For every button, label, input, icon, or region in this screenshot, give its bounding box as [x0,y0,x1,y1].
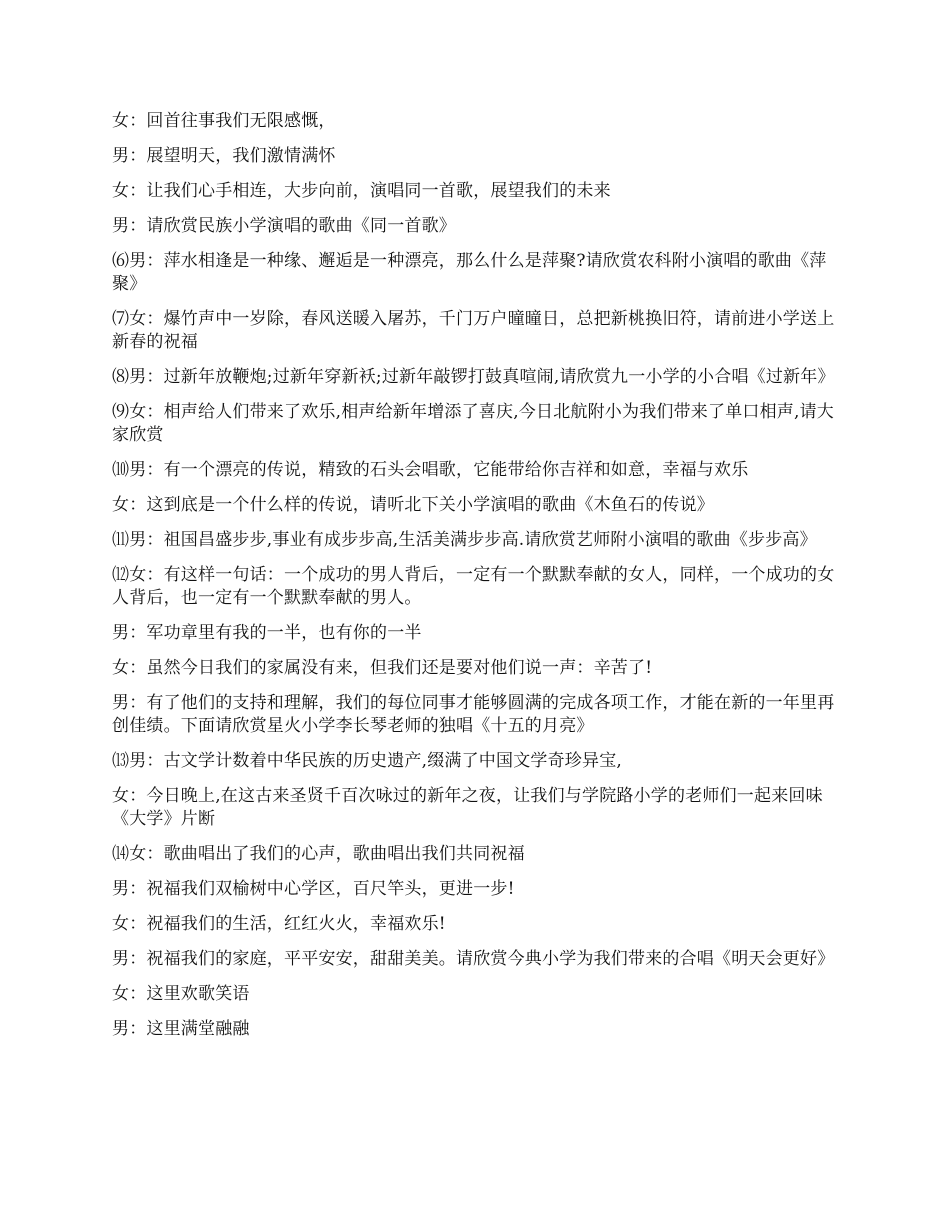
script-line: 女：这里欢歌笑语 [112,984,250,1004]
script-line: ⒁女：歌曲唱出了我们的心声，歌曲唱出我们共同祝福 [112,844,525,864]
script-line: ⑻男：过新年放鞭炮;过新年穿新袄;过新年敲锣打鼓真喧闹,请欣赏九一小学的小合唱《过新年》 [112,367,835,387]
script-line: 女：这到底是一个什么样的传说，请听北下关小学演唱的歌曲《木鱼石的传说》 [112,495,714,515]
script-line: 女：今日晚上,在这古来圣贤千百次咏过的新年之夜，让我们与学院路小学的老师们一起来回味《大学》片断 [112,786,823,829]
script-line: ⒀男：古文学计数着中华民族的历史遗产,缀满了中国文学奇珍异宝, [112,751,623,771]
script-line: 男：祝福我们双榆树中心学区，百尺竿头，更进一步! [112,879,515,899]
script-line: ⑺女：爆竹声中一岁除，春风送暖入屠苏，千门万户曈曈日，总把新桃换旧符，请前进小学送上新春的祝福 [112,309,835,352]
script-line: 女：虽然今日我们的家属没有来，但我们还是要对他们说一声：辛苦了! [112,658,653,678]
script-line: ⑹男：萍水相逢是一种缘、邂逅是一种漂亮，那么什么是萍聚?请欣赏农科附小演唱的歌曲《萍聚》 [112,251,827,294]
script-line: ⑽男：有一个漂亮的传说，精致的石头会唱歌，它能带给你吉祥和如意，幸福与欢乐 [112,460,749,480]
script-line: ⑼女：相声给人们带来了欢乐,相声给新年增添了喜庆,今日北航附小为我们带来了单口相声,请大家欣赏 [112,402,835,445]
script-line: 男：展望明天，我们激情满怀 [112,146,336,166]
script-line: 男：有了他们的支持和理解，我们的每位同事才能够圆满的完成各项工作，才能在新的一年里再创佳绩。下面请欣赏星火小学李长琴老师的独唱《十五的月亮》 [112,693,835,736]
script-line: 女：祝福我们的生活，红红火火，幸福欢乐! [112,914,446,934]
document-body [112,110,840,1053]
script-line: ⑿女：有这样一句话：一个成功的男人背后，一定有一个默默奉献的女人，同样，一个成功的女人背后，也一定有一个默默奉献的男人。 [112,565,835,608]
script-line: 男：祝福我们的家庭，平平安安，甜甜美美。请欣赏今典小学为我们带来的合唱《明天会更好》 [112,949,835,969]
script-line: 女：回首往事我们无限感慨， [112,111,336,131]
script-line: ⑾男：祖国昌盛步步,事业有成步步高,生活美满步步高.请欣赏艺师附小演唱的歌曲《步步高》 [112,530,817,550]
script-line: 男：这里满堂融融 [112,1019,250,1039]
script-line: 女：让我们心手相连，大步向前，演唱同一首歌，展望我们的未来 [112,181,611,201]
script-line: 男：军功章里有我的一半，也有你的一半 [112,623,422,643]
script-line: 男：请欣赏民族小学演唱的歌曲《同一首歌》 [112,216,456,236]
